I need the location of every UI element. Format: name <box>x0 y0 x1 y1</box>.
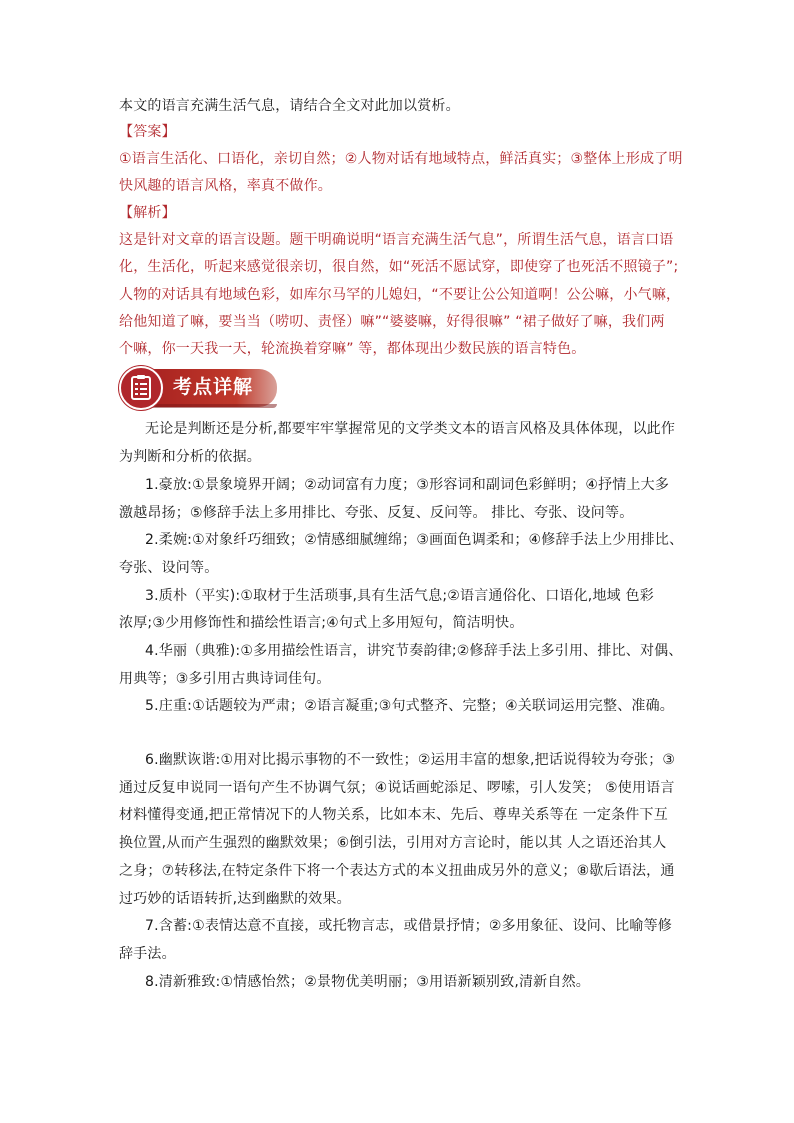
analysis-heading: 【解析】 <box>119 205 176 221</box>
body-line: 无论是判断还是分析,都要牢牢掌握常见的文学类文本的语言风格及具体体现，以此作 <box>145 421 676 437</box>
answer-line: ①语言生活化、口语化，亲切自然；②人物对话有地域特点，鲜活真实；③整体上形成了明 <box>119 151 683 167</box>
body-line: 夸张、设问等。 <box>119 560 219 576</box>
clipboard-list-icon <box>119 366 163 410</box>
section-banner <box>119 366 281 410</box>
body-line: 材料懂得变通,把正常情况下的人物关系，比如本末、先后、尊卑关系等在 一定条件下互 <box>119 807 668 823</box>
body-line: 过巧妙的话语转折,达到幽默的效果。 <box>119 891 351 907</box>
body-line: 为判断和分析的依据。 <box>119 449 261 465</box>
style-item-zhuangzhong: 5.庄重:①话题较为严肃；②语言凝重;③句式整齐、完整；④关联词运用完整、准确。 <box>145 698 674 714</box>
style-item-qingxin: 8.清新雅致:①情感怡然；②景物优美明丽；③用语新颖别致,清新自然。 <box>145 974 590 990</box>
analysis-line: 给他知道了嘛，要当当（唠叨、责怪）嘛”“婆婆嘛，好得很嘛” “裙子做好了嘛，我们两 <box>119 314 665 330</box>
analysis-line: 个嘛，你一天我一天，轮流换着穿嘛” 等，都体现出少数民族的语言特色。 <box>119 341 586 357</box>
body-line: 通过反复申说同一语句产生不协调气氛；④说话画蛇添足、啰嗦，引人发笑； ⑤使用语言 <box>119 780 675 796</box>
body-line: 辞手法。 <box>119 946 176 962</box>
body-line: 之身；⑦转移法,在特定条件下将一个表达方式的本义扭曲成另外的意义；⑧歇后语法，通 <box>119 863 675 879</box>
section-title: 考点详解 <box>173 376 254 398</box>
analysis-line: 这是针对文章的语言设题。题干明确说明“语言充满生活气息”，所谓生活气息，语言口语 <box>119 232 674 248</box>
body-line: 浓厚;③少用修饰性和描绘性语言;④句式上多用短句，简洁明快。 <box>119 615 524 631</box>
body-line: 换位置,从而产生强烈的幽默效果；⑥倒引法，引用对方言论时，能以其 人之语还治其人 <box>119 835 667 851</box>
style-item-huali: 4.华丽（典雅):①多用描绘性语言，讲究节奏韵律;②修辞手法上多引用、排比、对偶、 <box>145 643 683 659</box>
style-item-zhipu: 3.质朴（平实):①取材于生活琐事,具有生活气息;②语言通俗化、口语化,地域 色彩 <box>145 588 654 604</box>
analysis-line: 化，生活化，听起来感觉很亲切，很自然，如“死活不愿试穿，即使穿了也死活不照镜子”; <box>119 259 679 275</box>
answer-heading: 【答案】 <box>119 124 176 140</box>
answer-line: 快风趣的语言风格，率真不做作。 <box>119 178 332 194</box>
analysis-line: 人物的对话具有地域色彩，如库尔马罕的儿媳妇，“不要让公公知道啊！公公嘛，小气嘛， <box>119 287 681 303</box>
style-item-youmo: 6.幽默诙谐:①用对比揭示事物的不一致性；②运用丰富的想象,把话说得较为夸张；③ <box>145 752 676 768</box>
style-item-hanxu: 7.含蓄:①表情达意不直接，或托物言志，或借景抒情；②多用象征、设问、比喻等修 <box>145 918 672 934</box>
body-line: 激越昂扬；⑤修辞手法上多用排比、夸张、反复、反问等。 排比、夸张、设问等。 <box>119 505 634 521</box>
style-item-rouwan: 2.柔婉:①对象纤巧细致；②情感细腻缠绵；③画面色调柔和；④修辞手法上少用排比、 <box>145 532 684 548</box>
question-prompt: 本文的语言充满生活气息，请结合全文对此加以赏析。 <box>119 98 460 114</box>
section-banner-shadow <box>145 404 277 408</box>
style-item-haofang: 1.豪放:①景象境界开阔；②动词富有力度；③形容词和副词色彩鲜明；④抒情上大多 <box>145 477 670 493</box>
body-line: 用典等；③多引用古典诗词佳句。 <box>119 671 331 687</box>
